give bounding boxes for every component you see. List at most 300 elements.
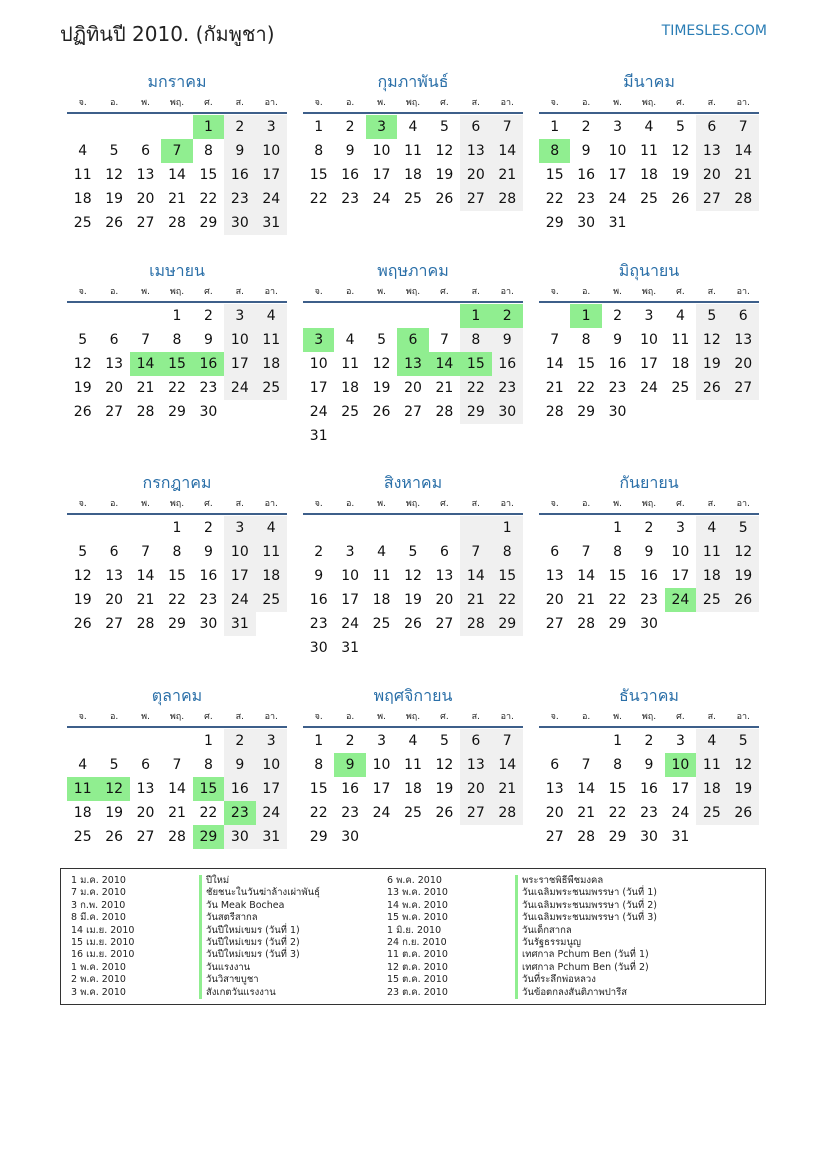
day-cell: 13: [136, 167, 155, 183]
day-cell: 3: [675, 520, 685, 536]
day-cell: 5: [439, 733, 449, 749]
weekday-label: พ.: [377, 98, 386, 108]
day-cell: 17: [671, 568, 690, 584]
day-cell: 26: [105, 215, 124, 231]
day-cell: 18: [404, 781, 422, 797]
weekday-header: [539, 495, 759, 515]
day-cell: 26: [728, 801, 759, 825]
day-cell: 13: [545, 568, 564, 584]
day-grid: [67, 728, 287, 849]
weekday-header: [303, 283, 523, 303]
day-cell: 30: [492, 400, 523, 424]
holiday-name: วันข้อตกลงสันติภาพปารีส: [515, 987, 627, 999]
weekday-label: ส.: [235, 712, 244, 722]
empty-cell: [130, 115, 161, 139]
day-cell: 12: [435, 757, 454, 773]
day-cell: 29: [492, 612, 523, 636]
day-cell: 13: [545, 781, 564, 797]
day-cell: 22: [460, 376, 491, 400]
holiday-date: 12 ต.ค. 2010: [387, 961, 448, 973]
day-cell: 16: [492, 352, 523, 376]
day-cell: 9: [314, 568, 324, 584]
day-cell: 19: [696, 352, 727, 376]
day-cell: 16: [224, 777, 255, 801]
day-cell: 14: [728, 139, 759, 163]
weekday-label: ศ.: [676, 98, 685, 108]
holiday-date: 24 ก.ย. 2010: [387, 936, 447, 948]
weekday-label: จ.: [314, 287, 323, 297]
day-cell: 24: [256, 801, 287, 825]
weekday-label: อ.: [345, 712, 355, 722]
day-cell: 19: [728, 777, 759, 801]
weekday-label: อา.: [500, 287, 514, 297]
weekday-label: อา.: [736, 98, 750, 108]
holiday-day-cell: 14: [130, 352, 161, 376]
day-cell: 26: [105, 829, 124, 845]
day-cell: 20: [435, 592, 454, 608]
day-cell: 27: [460, 187, 491, 211]
holiday-day-cell: 3: [366, 115, 397, 139]
day-cell: 8: [172, 544, 182, 560]
day-cell: 7: [550, 332, 560, 348]
day-cell: 29: [309, 829, 328, 845]
day-cell: 9: [644, 544, 654, 560]
month-name: กรกฎาคม: [142, 473, 212, 492]
day-cell: 5: [728, 516, 759, 540]
day-cell: 24: [671, 805, 690, 821]
holiday-date: 15 เม.ย. 2010: [71, 936, 135, 948]
day-cell: 3: [256, 729, 287, 753]
day-cell: 4: [78, 143, 88, 159]
day-cell: 1: [203, 733, 213, 749]
site-link[interactable]: TIMESLES.COM: [661, 23, 767, 39]
empty-cell: [397, 304, 428, 328]
month-name: มีนาคม: [623, 72, 675, 91]
day-cell: 8: [460, 328, 491, 352]
day-cell: 15: [309, 167, 328, 183]
day-cell: 13: [136, 781, 155, 797]
day-cell: 22: [168, 380, 186, 396]
day-cell: 31: [608, 215, 627, 231]
day-cell: 31: [671, 829, 690, 845]
holiday-name: วันแรงงาน: [199, 962, 250, 974]
weekday-header: [303, 94, 523, 114]
day-cell: 12: [372, 356, 391, 372]
day-cell: 8: [203, 757, 213, 773]
day-cell: 15: [577, 356, 596, 372]
weekday-label: อ.: [109, 287, 119, 297]
day-cell: 19: [372, 380, 391, 396]
weekday-label: อ.: [581, 712, 591, 722]
day-cell: 20: [696, 163, 727, 187]
day-cell: 3: [224, 516, 255, 540]
day-cell: 29: [460, 400, 491, 424]
holiday-date: 8 มี.ค. 2010: [71, 912, 126, 924]
day-cell: 31: [341, 640, 360, 656]
month-block: [67, 259, 287, 424]
day-cell: 25: [372, 616, 391, 632]
day-cell: 28: [435, 404, 454, 420]
day-cell: 20: [545, 592, 564, 608]
weekday-label: พฤ.: [405, 287, 421, 297]
holiday-day-cell: 7: [161, 139, 192, 163]
day-cell: 12: [435, 143, 454, 159]
day-cell: 10: [309, 356, 328, 372]
day-cell: 21: [577, 805, 596, 821]
weekday-label: พฤ.: [169, 712, 185, 722]
day-cell: 18: [640, 167, 658, 183]
day-cell: 17: [608, 167, 627, 183]
day-cell: 16: [309, 592, 328, 608]
day-cell: 12: [728, 753, 759, 777]
weekday-label: อ.: [581, 287, 591, 297]
weekday-label: อ.: [581, 98, 591, 108]
day-cell: 28: [492, 187, 523, 211]
day-cell: 18: [256, 352, 287, 376]
day-cell: 17: [671, 781, 690, 797]
day-cell: 13: [460, 139, 491, 163]
weekday-header: [539, 283, 759, 303]
day-cell: 25: [73, 215, 92, 231]
holiday-row: [71, 887, 320, 899]
weekday-header: [539, 708, 759, 728]
day-grid: [303, 303, 523, 448]
day-cell: 6: [109, 332, 119, 348]
holiday-date: 7 ม.ค. 2010: [71, 887, 126, 899]
day-cell: 6: [550, 544, 560, 560]
holiday-date: 3 ก.พ. 2010: [71, 899, 126, 911]
empty-cell: [397, 516, 428, 540]
day-cell: 1: [613, 520, 623, 536]
holiday-name: ชัยชนะในวันฆ่าล้างเผ่าพันธุ์: [199, 887, 320, 899]
weekday-label: ศ.: [204, 287, 213, 297]
day-cell: 15: [545, 167, 564, 183]
day-cell: 13: [105, 568, 124, 584]
day-cell: 16: [199, 568, 218, 584]
day-cell: 26: [728, 588, 759, 612]
holiday-date: 1 มิ.ย. 2010: [387, 924, 442, 936]
weekday-label: พฤ.: [405, 98, 421, 108]
day-cell: 2: [345, 119, 355, 135]
day-cell: 27: [136, 215, 155, 231]
month-block: [539, 259, 759, 424]
day-cell: 13: [435, 568, 454, 584]
empty-cell: [429, 516, 460, 540]
day-cell: 24: [372, 191, 391, 207]
day-cell: 22: [199, 191, 218, 207]
weekday-label: ศ.: [204, 98, 213, 108]
day-cell: 28: [168, 829, 186, 845]
day-cell: 17: [256, 163, 287, 187]
day-grid: [539, 728, 759, 849]
day-cell: 26: [73, 616, 92, 632]
weekday-label: อา.: [736, 712, 750, 722]
weekday-label: พฤ.: [405, 499, 421, 509]
day-cell: 27: [545, 829, 564, 845]
day-cell: 13: [460, 753, 491, 777]
day-cell: 8: [492, 540, 523, 564]
day-cell: 2: [613, 308, 623, 324]
weekday-header: [67, 283, 287, 303]
weekday-label: ส.: [707, 499, 716, 509]
day-cell: 27: [728, 376, 759, 400]
month-name: กุมภาพันธ์: [377, 72, 449, 91]
day-cell: 27: [696, 187, 727, 211]
holiday-day-cell: 9: [334, 753, 365, 777]
day-cell: 20: [105, 380, 124, 396]
day-cell: 23: [224, 187, 255, 211]
day-cell: 29: [199, 215, 218, 231]
weekday-header: [303, 708, 523, 728]
day-cell: 28: [545, 404, 564, 420]
empty-cell: [98, 516, 129, 540]
day-cell: 9: [492, 328, 523, 352]
day-cell: 5: [377, 332, 387, 348]
holiday-row: [71, 875, 320, 887]
day-cell: 8: [203, 143, 213, 159]
holiday-name: สังเกตวันแรงงาน: [199, 987, 276, 999]
day-cell: 8: [613, 757, 623, 773]
weekday-label: จ.: [78, 712, 87, 722]
day-cell: 4: [675, 308, 685, 324]
empty-cell: [67, 516, 98, 540]
day-cell: 23: [309, 616, 328, 632]
day-cell: 12: [73, 568, 92, 584]
holiday-date: 1 ม.ค. 2010: [71, 875, 126, 886]
day-cell: 19: [105, 191, 124, 207]
day-cell: 11: [404, 143, 422, 159]
day-cell: 14: [460, 564, 491, 588]
day-cell: 14: [492, 139, 523, 163]
day-cell: 22: [168, 592, 186, 608]
month-name: พฤศจิกายน: [373, 686, 453, 705]
day-cell: 9: [203, 544, 213, 560]
day-cell: 29: [168, 404, 186, 420]
holiday-day-cell: 14: [429, 352, 460, 376]
weekday-label: ส.: [471, 287, 480, 297]
day-cell: 23: [199, 380, 218, 396]
weekday-label: ศ.: [204, 712, 213, 722]
day-cell: 21: [136, 380, 155, 396]
day-cell: 19: [404, 592, 422, 608]
day-cell: 18: [372, 592, 391, 608]
day-cell: 10: [372, 757, 391, 773]
empty-cell: [161, 115, 192, 139]
month-block: [539, 684, 759, 849]
day-cell: 9: [345, 143, 355, 159]
weekday-label: พ.: [141, 98, 150, 108]
day-grid: [67, 515, 287, 636]
day-cell: 21: [435, 380, 454, 396]
weekday-label: จ.: [550, 287, 559, 297]
day-cell: 28: [577, 616, 596, 632]
day-grid: [539, 303, 759, 424]
day-grid: [303, 515, 523, 660]
day-cell: 7: [728, 115, 759, 139]
day-cell: 24: [224, 376, 255, 400]
day-cell: 1: [492, 516, 523, 540]
weekday-label: พ.: [613, 499, 622, 509]
day-cell: 24: [640, 380, 658, 396]
day-cell: 6: [460, 729, 491, 753]
day-cell: 28: [577, 829, 596, 845]
day-cell: 20: [404, 380, 422, 396]
day-cell: 31: [256, 825, 287, 849]
holiday-row: [387, 949, 657, 961]
day-cell: 31: [224, 612, 255, 636]
day-cell: 30: [640, 829, 658, 845]
day-cell: 1: [172, 520, 182, 536]
day-cell: 1: [550, 119, 560, 135]
day-cell: 25: [256, 376, 287, 400]
day-cell: 6: [109, 544, 119, 560]
day-cell: 25: [404, 191, 422, 207]
day-cell: 26: [696, 376, 727, 400]
day-cell: 4: [644, 119, 654, 135]
day-cell: 7: [141, 332, 151, 348]
holiday-name: วัน Meak Bochea: [199, 900, 284, 912]
month-block: [539, 471, 759, 636]
day-cell: 24: [224, 588, 255, 612]
weekday-label: พฤ.: [641, 499, 657, 509]
empty-cell: [570, 516, 601, 540]
holiday-day-cell: 1: [570, 304, 601, 328]
day-cell: 27: [105, 404, 124, 420]
weekday-label: ศ.: [440, 287, 449, 297]
empty-cell: [429, 304, 460, 328]
holiday-day-cell: 15: [193, 777, 224, 801]
day-cell: 1: [613, 733, 623, 749]
holiday-name: วันรัฐธรรมนูญ: [515, 937, 581, 949]
day-cell: 22: [309, 191, 328, 207]
weekday-label: พ.: [377, 287, 386, 297]
day-cell: 10: [224, 540, 255, 564]
day-cell: 6: [439, 544, 449, 560]
day-cell: 11: [696, 753, 727, 777]
day-cell: 26: [404, 616, 422, 632]
day-cell: 8: [314, 143, 324, 159]
day-cell: 16: [608, 356, 627, 372]
day-cell: 25: [73, 829, 92, 845]
day-cell: 6: [728, 304, 759, 328]
day-cell: 20: [460, 163, 491, 187]
day-cell: 19: [73, 592, 92, 608]
day-grid: [303, 728, 523, 849]
empty-cell: [67, 304, 98, 328]
day-cell: 20: [136, 191, 155, 207]
holiday-date: 1 พ.ค. 2010: [71, 961, 126, 973]
day-cell: 30: [309, 640, 328, 656]
day-cell: 5: [728, 729, 759, 753]
day-cell: 18: [341, 380, 360, 396]
weekday-label: พ.: [613, 287, 622, 297]
month-block: [67, 70, 287, 235]
day-cell: 19: [435, 781, 454, 797]
day-cell: 21: [460, 588, 491, 612]
day-cell: 29: [608, 616, 627, 632]
day-cell: 5: [109, 757, 119, 773]
month-name: พฤษภาคม: [377, 261, 449, 280]
holiday-name: วันเฉลิมพระชนมพรรษา (วันที่ 1): [515, 887, 657, 899]
weekday-label: จ.: [314, 98, 323, 108]
month-block: [303, 471, 523, 660]
holiday-day-cell: 13: [397, 352, 428, 376]
day-cell: 10: [671, 544, 690, 560]
day-cell: 28: [136, 404, 155, 420]
holiday-row: [387, 962, 657, 974]
weekday-label: จ.: [78, 499, 87, 509]
holiday-row: [71, 949, 320, 961]
day-cell: 4: [256, 516, 287, 540]
day-cell: 8: [314, 757, 324, 773]
day-cell: 18: [73, 805, 92, 821]
holiday-day-cell: 16: [193, 352, 224, 376]
day-cell: 28: [492, 801, 523, 825]
day-cell: 21: [577, 592, 596, 608]
weekday-label: พ.: [377, 499, 386, 509]
day-cell: 9: [644, 757, 654, 773]
day-cell: 18: [696, 777, 727, 801]
day-cell: 29: [168, 616, 186, 632]
day-cell: 12: [105, 167, 124, 183]
month-block: [303, 70, 523, 211]
weekday-label: พ.: [613, 712, 622, 722]
weekday-label: อ.: [109, 499, 119, 509]
empty-cell: [98, 304, 129, 328]
day-cell: 7: [172, 757, 182, 773]
day-cell: 18: [73, 191, 92, 207]
empty-cell: [161, 729, 192, 753]
empty-cell: [539, 516, 570, 540]
month-name: กันยายน: [619, 473, 679, 492]
weekday-label: อ.: [109, 712, 119, 722]
day-cell: 24: [608, 191, 627, 207]
holiday-name: เทศกาล Pchum Ben (วันที่ 2): [515, 962, 649, 974]
weekday-label: อา.: [264, 499, 278, 509]
weekday-label: จ.: [314, 499, 323, 509]
day-cell: 20: [136, 805, 155, 821]
holiday-date: 6 พ.ค. 2010: [387, 875, 442, 886]
day-cell: 10: [224, 328, 255, 352]
day-cell: 30: [608, 404, 627, 420]
weekday-label: จ.: [314, 712, 323, 722]
day-cell: 15: [199, 167, 218, 183]
day-cell: 14: [545, 356, 564, 372]
weekday-label: ส.: [235, 287, 244, 297]
day-cell: 20: [105, 592, 124, 608]
day-cell: 3: [224, 304, 255, 328]
day-cell: 24: [372, 805, 391, 821]
month-block: [303, 259, 523, 448]
day-cell: 7: [460, 540, 491, 564]
day-cell: 6: [141, 143, 151, 159]
weekday-label: ศ.: [676, 499, 685, 509]
day-cell: 7: [492, 729, 523, 753]
empty-cell: [334, 304, 365, 328]
holiday-name: วันที่ระลึกพ่อหลวง: [515, 974, 596, 986]
holiday-column-left: [71, 875, 320, 999]
day-cell: 16: [640, 781, 658, 797]
empty-cell: [98, 115, 129, 139]
day-cell: 5: [109, 143, 119, 159]
day-cell: 4: [696, 516, 727, 540]
day-cell: 9: [224, 139, 255, 163]
weekday-label: พฤ.: [169, 98, 185, 108]
day-grid: [67, 114, 287, 235]
weekday-label: อ.: [109, 98, 119, 108]
empty-cell: [303, 516, 334, 540]
day-cell: 27: [435, 616, 454, 632]
